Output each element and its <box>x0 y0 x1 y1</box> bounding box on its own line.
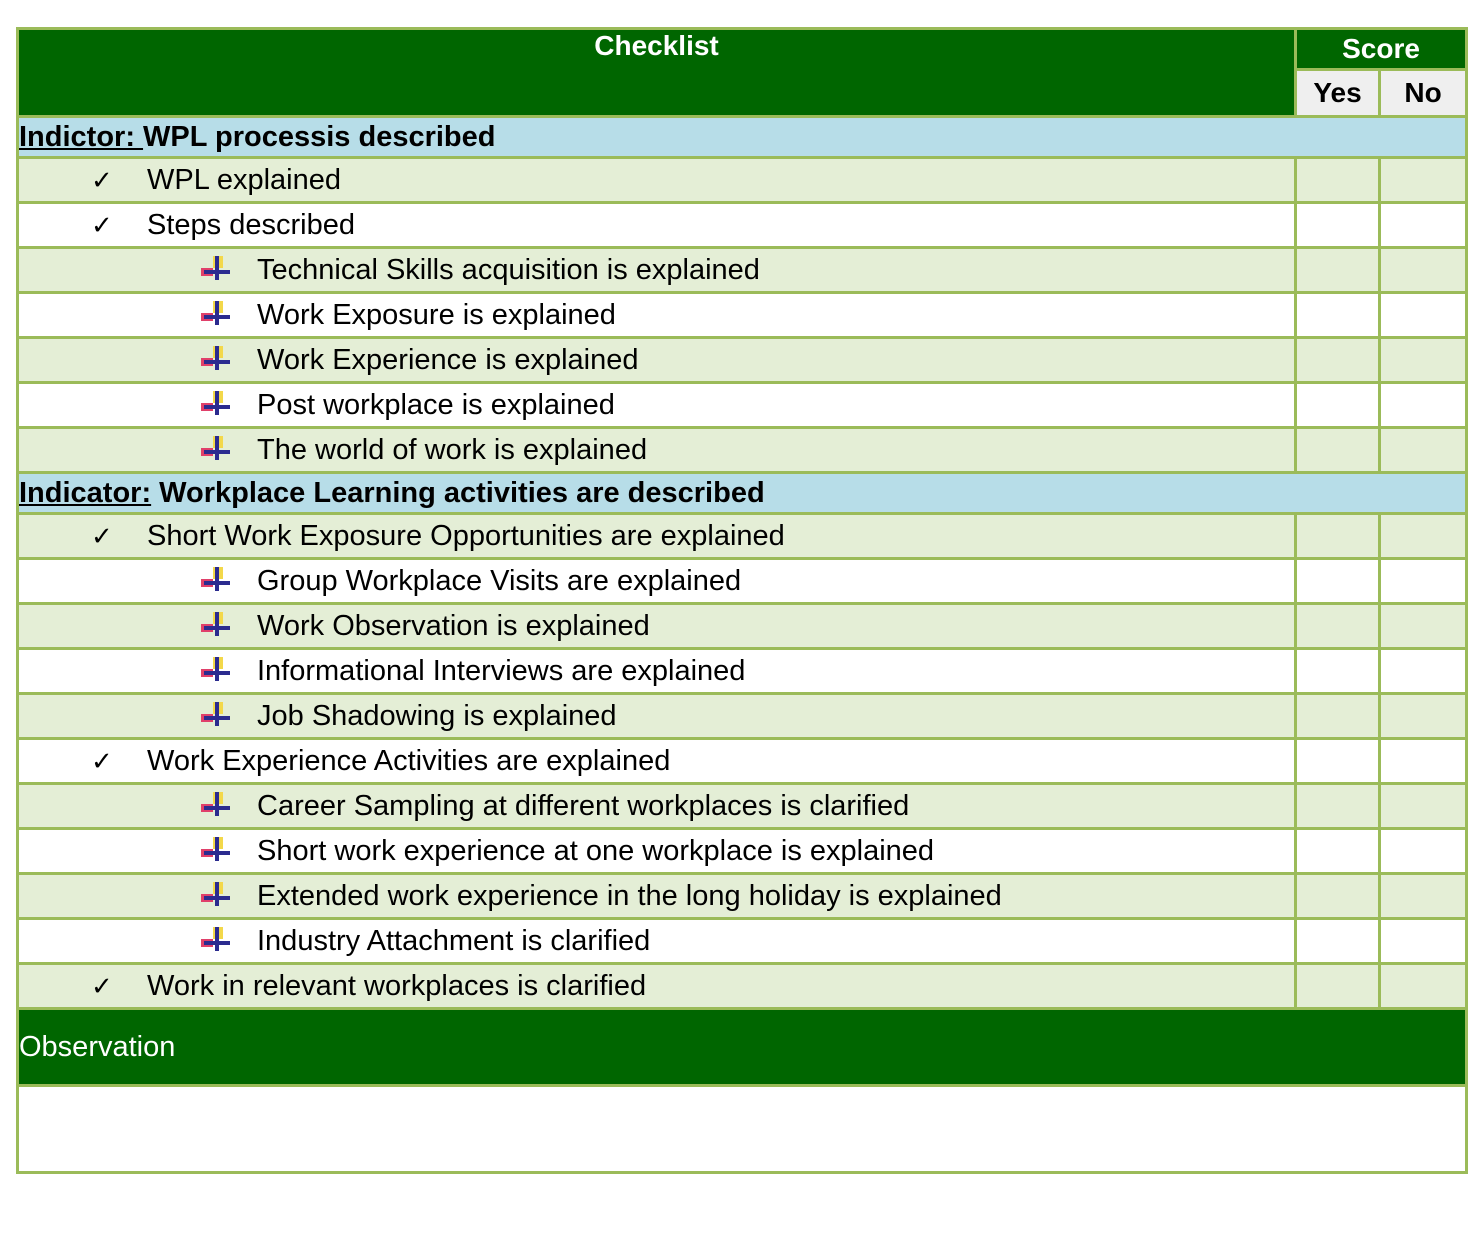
score-no-cell[interactable] <box>1380 874 1467 919</box>
arrow-bullet-icon <box>201 657 233 685</box>
checklist-row <box>18 829 1467 874</box>
score-no-cell[interactable] <box>1380 829 1467 874</box>
checklist-row <box>18 158 1467 203</box>
score-yes-cell[interactable] <box>1296 338 1380 383</box>
checklist-item-label: Job Shadowing is explained <box>257 699 617 732</box>
checklist-item-label: Work in relevant workplaces is clarified <box>147 969 647 1002</box>
score-yes-cell[interactable] <box>1296 158 1380 203</box>
score-yes-cell[interactable] <box>1296 649 1380 694</box>
score-no-cell[interactable] <box>1380 203 1467 248</box>
score-yes-cell[interactable] <box>1296 919 1380 964</box>
score-yes-cell[interactable] <box>1296 203 1380 248</box>
score-yes-cell[interactable] <box>1296 383 1380 428</box>
score-no-cell[interactable] <box>1380 428 1467 473</box>
score-yes-cell[interactable] <box>1296 604 1380 649</box>
checklist-item-label: WPL explained <box>147 163 341 196</box>
arrow-bullet-icon <box>201 256 233 284</box>
arrow-bullet-icon <box>201 702 233 730</box>
arrow-bullet-icon <box>201 882 233 910</box>
score-no-cell[interactable] <box>1380 604 1467 649</box>
score-yes-cell[interactable] <box>1296 739 1380 784</box>
checklist-item <box>18 649 1296 694</box>
checklist-row <box>18 293 1467 338</box>
checklist-row <box>18 649 1467 694</box>
checklist-row <box>18 784 1467 829</box>
checklist-item-label: Technical Skills acquisition is explained <box>257 253 760 286</box>
score-yes-cell[interactable] <box>1296 293 1380 338</box>
score-yes-cell[interactable] <box>1296 784 1380 829</box>
checklist-item <box>18 158 1296 203</box>
checklist-item-label: Work Observation is explained <box>257 609 650 642</box>
check-icon: ✓ <box>91 970 113 1001</box>
checklist-item <box>18 604 1296 649</box>
score-yes-cell[interactable] <box>1296 428 1380 473</box>
score-no-cell[interactable] <box>1380 293 1467 338</box>
score-no-cell[interactable] <box>1380 158 1467 203</box>
checklist-item-label: The world of work is explained <box>257 433 648 466</box>
score-yes-cell[interactable] <box>1296 694 1380 739</box>
indicator-row <box>18 117 1467 158</box>
check-icon: ✓ <box>91 164 113 195</box>
checklist-row <box>18 919 1467 964</box>
score-no-cell[interactable] <box>1380 784 1467 829</box>
arrow-bullet-icon <box>201 567 233 595</box>
checklist-item-label: Informational Interviews are explained <box>257 654 746 687</box>
checklist-item <box>18 694 1296 739</box>
checklist-row <box>18 248 1467 293</box>
indicator-row <box>18 473 1467 514</box>
arrow-bullet-icon <box>201 837 233 865</box>
score-yes-cell[interactable] <box>1296 874 1380 919</box>
checklist-item-label: Work Exposure is explained <box>257 298 616 331</box>
score-yes-cell[interactable] <box>1296 964 1380 1009</box>
checklist-item-label: Work Experience Activities are explained <box>147 744 671 777</box>
checklist-item <box>18 874 1296 919</box>
checklist-item <box>18 203 1296 248</box>
checklist-row <box>18 874 1467 919</box>
checklist-item <box>18 514 1296 559</box>
checklist-item-label: Work Experience is explained <box>257 343 639 376</box>
checklist-item <box>18 829 1296 874</box>
checklist-item <box>18 919 1296 964</box>
arrow-bullet-icon <box>201 792 233 820</box>
score-no-cell[interactable] <box>1380 559 1467 604</box>
check-icon: ✓ <box>91 745 113 776</box>
checklist-row <box>18 383 1467 428</box>
observation-header: Observation <box>18 1009 1467 1086</box>
score-no-cell[interactable] <box>1380 338 1467 383</box>
checklist-item-label: Post workplace is explained <box>257 388 615 421</box>
checklist-item <box>18 739 1296 784</box>
no-header: No <box>1380 70 1467 117</box>
observation-field[interactable] <box>18 1086 1467 1173</box>
check-icon: ✓ <box>91 209 113 240</box>
score-no-cell[interactable] <box>1380 649 1467 694</box>
checklist-item-label: Short work experience at one workplace is explained <box>257 834 935 867</box>
score-no-cell[interactable] <box>1380 964 1467 1009</box>
arrow-bullet-icon <box>201 301 233 329</box>
indicator-text: WPL processis described <box>143 120 496 153</box>
checklist-row <box>18 514 1467 559</box>
score-yes-cell[interactable] <box>1296 559 1380 604</box>
checklist-item <box>18 338 1296 383</box>
checklist-item-label: Career Sampling at different workplaces is clarified <box>257 789 910 822</box>
checklist-item-label: Industry Attachment is clarified <box>257 924 651 957</box>
checklist-item <box>18 559 1296 604</box>
checklist-row <box>18 203 1467 248</box>
yes-header: Yes <box>1296 70 1380 117</box>
checklist-row <box>18 964 1467 1009</box>
arrow-bullet-icon <box>201 346 233 374</box>
score-yes-cell[interactable] <box>1296 248 1380 293</box>
score-no-cell[interactable] <box>1380 514 1467 559</box>
indicator-label: Indicator: <box>19 476 152 509</box>
checklist-item-label: Extended work experience in the long holiday is explained <box>257 879 1002 912</box>
check-icon: ✓ <box>91 520 113 551</box>
score-no-cell[interactable] <box>1380 739 1467 784</box>
checklist-header: Checklist <box>18 29 1296 117</box>
score-header: Score <box>1296 29 1467 70</box>
checklist-row <box>18 338 1467 383</box>
score-no-cell[interactable] <box>1380 248 1467 293</box>
checklist-item <box>18 784 1296 829</box>
checklist-item <box>18 293 1296 338</box>
arrow-bullet-icon <box>201 612 233 640</box>
score-yes-cell[interactable] <box>1296 514 1380 559</box>
checklist-item-label: Group Workplace Visits are explained <box>257 564 742 597</box>
checklist-row <box>18 428 1467 473</box>
checklist-item <box>18 964 1296 1009</box>
indicator-text: Workplace Learning activities are described <box>151 476 765 509</box>
score-yes-cell[interactable] <box>1296 829 1380 874</box>
checklist-item <box>18 383 1296 428</box>
arrow-bullet-icon <box>201 927 233 955</box>
checklist-row <box>18 694 1467 739</box>
indicator-cell <box>18 117 1467 158</box>
checklist-item-label: Short Work Exposure Opportunities are explained <box>147 519 785 552</box>
checklist-item <box>18 248 1296 293</box>
score-no-cell[interactable] <box>1380 383 1467 428</box>
score-no-cell[interactable] <box>1380 694 1467 739</box>
indicator-cell <box>18 473 1467 514</box>
checklist-row <box>18 739 1467 784</box>
score-no-cell[interactable] <box>1380 919 1467 964</box>
indicator-label: Indictor: <box>19 120 144 153</box>
arrow-bullet-icon <box>201 436 233 464</box>
checklist-row <box>18 559 1467 604</box>
checklist-row <box>18 604 1467 649</box>
checklist-table <box>16 27 1468 1174</box>
arrow-bullet-icon <box>201 391 233 419</box>
checklist-item-label: Steps described <box>147 208 355 241</box>
checklist-item <box>18 428 1296 473</box>
